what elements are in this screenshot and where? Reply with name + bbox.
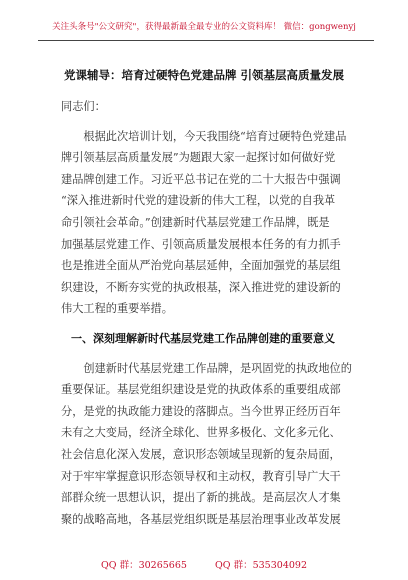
paragraph-2-line: 聚的战略高地，各基层党组织既是基层治理事业改革发展 (61, 512, 341, 526)
paragraph-2-line: 对于牢牢掌握意识形态领导权和主动权，教育引导广大干 (61, 469, 341, 483)
paragraph-1-line: 织建设，不断夯实党的执政根基，深入推进党的建设新的 (61, 280, 341, 294)
qq-group-1: QQ 群：30265665 (100, 560, 187, 571)
salutation: 同志们： (61, 100, 106, 113)
paragraph-1-line: 命引领社会革命。”创建新时代基层党建工作品牌，既是 (61, 215, 330, 229)
page-header-notice: 关注头条号"公文研究"，获得最新最全最专业的公文资料库！ 微信：gongwenyj (52, 22, 356, 32)
document-body (61, 96, 353, 530)
page-footer (0, 557, 408, 571)
paragraph-2-line: 创建新时代基层党建工作品牌，是巩固党的执政地位的 (61, 361, 352, 375)
paragraph-1-line: 伟大工程的重要举措。 (61, 302, 173, 316)
paragraph-1-line: 牌引领基层高质量发展”为题跟大家一起探讨如何做好党 (61, 151, 336, 165)
paragraph-2-line: 社会信息化深入发展，意识形态领域呈现新的复杂局面， (61, 447, 341, 461)
paragraph-2-line: 部群众统一思想认识，提出了新的挑战。是高层次人才集 (61, 491, 341, 505)
paragraph-2-line: 未有之大变局，经济全球化、世界多极化、文化多元化、 (61, 426, 341, 440)
paragraph-2-line: 重要保证。基层党组织建设是党的执政体系的重要组成部 (61, 383, 341, 397)
section-1-heading: 一、深刻理解新时代基层党建工作品牌创建的重要意义 (71, 331, 335, 345)
spacer (61, 320, 353, 328)
paragraph-2-line: 分，是党的执政能力建设的落脚点。当今世界正经历百年 (61, 404, 341, 418)
spacer (61, 350, 353, 358)
paragraph-1-line: “深入推进新时代党的建设新的伟大工程，以党的自我革 (61, 194, 336, 208)
spacer (61, 118, 353, 126)
paragraph-1-line: 建品牌创建工作。习近平总书记在党的二十大报告中强调 (61, 172, 341, 186)
document-title: 党课辅导：培育过硬特色党建品牌 引领基层高质量发展 (63, 68, 344, 82)
paragraph-1-line: 根据此次培训计划，今天我围绕“培育过硬特色党建品 (61, 129, 347, 143)
qq-group-2: QQ 群：535304092 (215, 560, 307, 571)
header-divider (38, 40, 374, 41)
paragraph-1-line: 也是推进全面从严治党向基层延伸，全面加强党的基层组 (61, 259, 341, 273)
paragraph-1-line: 加强基层党建工作、引领高质量发展根本任务的有力抓手 (61, 237, 341, 251)
